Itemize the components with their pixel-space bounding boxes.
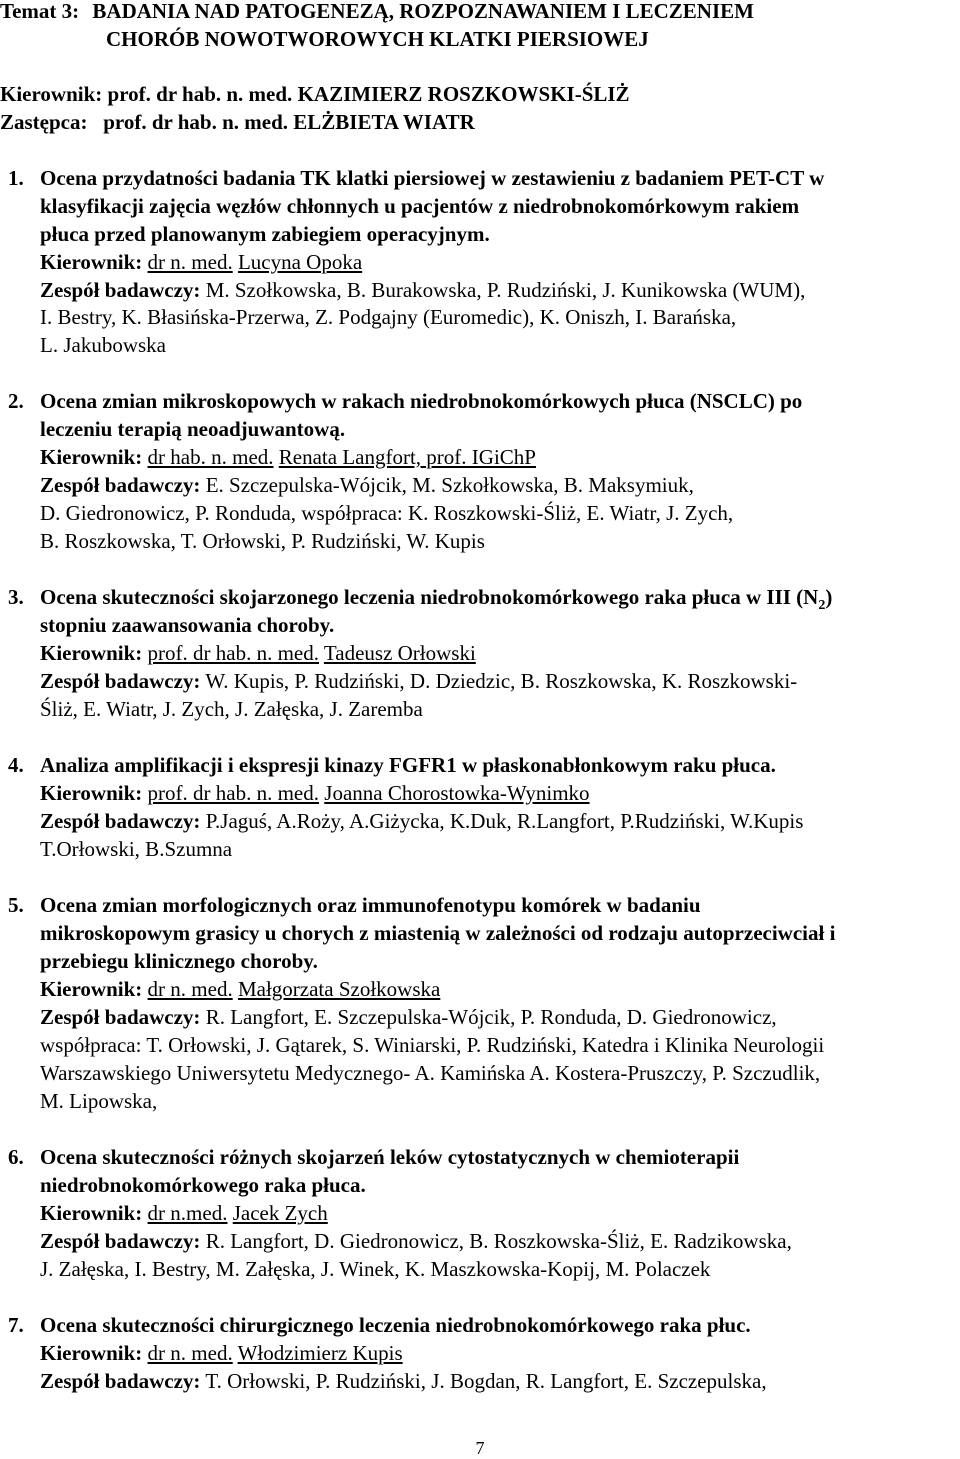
team-label: Zespół badawczy: — [40, 1005, 201, 1029]
leader-name: Lucyna Opoka — [237, 250, 363, 274]
team-label: Zespół badawczy: — [40, 809, 201, 833]
leader-label: Kierownik: — [40, 781, 143, 805]
leader-title: dr n.med. — [147, 1201, 228, 1225]
leader-name: Joanna Chorostowka-Wynimko — [324, 781, 590, 805]
deputy-of-topic — [0, 108, 475, 136]
team-members: L. Jakubowska — [40, 333, 166, 357]
team-members: T. Orłowski, P. Rudziński, J. Bogdan, R. Langfort, E. Szczepulska, — [205, 1369, 767, 1393]
topic-title-line2: CHORÓB NOWOTWOROWYCH KLATKI PIERSIOWEJ — [106, 27, 649, 51]
team-members: M. Lipowska, — [40, 1089, 158, 1113]
project-leader — [40, 639, 476, 667]
leader-title: prof. dr hab. n. med. — [147, 641, 320, 665]
project-leader — [40, 975, 440, 1003]
project-number: 2. — [8, 389, 24, 413]
project-title: Ocena skuteczności chirurgicznego leczenia niedrobnokomórkowego raka płuc. — [40, 1313, 751, 1337]
topic-label: Temat 3: — [0, 0, 80, 23]
project-title: Ocena zmian morfologicznych oraz immunofenotypu komórek w badaniu — [40, 893, 701, 917]
team-members: E. Szczepulska-Wójcik, M. Szkołkowska, B. Maksymiuk, — [205, 473, 694, 497]
project-leader — [40, 1339, 403, 1367]
topic-title-line1: BADANIA NAD PATOGENEZĄ, ROZPOZNAWANIEM I LECZENIEM — [92, 0, 754, 23]
project-leader — [40, 443, 536, 471]
leader-title: dr n. med. — [147, 977, 233, 1001]
project-title: Ocena skuteczności różnych skojarzeń leków cytostatycznych w chemioterapii — [40, 1145, 740, 1169]
team-members: P.Jaguś, A.Roży, A.Giżycka, K.Duk, R.Langfort, P.Rudziński, W.Kupis — [205, 809, 804, 833]
leader-label: Kierownik: — [40, 1201, 143, 1225]
leader-name: Małgorzata Szołkowska — [237, 977, 441, 1001]
team-label: Zespół badawczy: — [40, 473, 201, 497]
project-title: Analiza amplifikacji i ekspresji kinazy FGFR1 w płaskonabłonkowym raku płuca. — [40, 753, 776, 777]
project-title: leczeniu terapią neoadjuwantową. — [40, 417, 346, 441]
team-label: Zespół badawczy: — [40, 669, 201, 693]
team-members: M. Szołkowska, B. Burakowska, P. Rudziński, J. Kunikowska (WUM), — [205, 278, 806, 302]
project-title-text: Ocena skuteczności skojarzonego leczenia niedrobnokomórkowego raka płuca w III (N — [40, 585, 819, 609]
leader-title: prof. dr hab. n. med. — [147, 781, 320, 805]
team-members: Śliż, E. Wiatr, J. Zych, J. Załęska, J. Zaremba — [40, 697, 423, 721]
project-team — [40, 1227, 792, 1255]
project-title: przebiegu klinicznego choroby. — [40, 949, 318, 973]
head-label: Kierownik: prof. dr hab. n. med. — [0, 82, 293, 106]
leader-label: Kierownik: — [40, 1341, 143, 1365]
head-name: KAZIMIERZ ROSZKOWSKI-ŚLIŻ — [297, 82, 630, 106]
deputy-label: Zastępca: prof. dr hab. n. med. — [0, 110, 289, 134]
project-team — [40, 471, 694, 499]
leader-name: Włodzimierz Kupis — [237, 1341, 403, 1365]
team-members: R. Langfort, E. Szczepulska-Wójcik, P. Ronduda, D. Giedronowicz, — [205, 1005, 777, 1029]
team-members: R. Langfort, D. Giedronowicz, B. Roszkowska-Śliż, E. Radzikowska, — [205, 1229, 792, 1253]
closing-paren: ) — [825, 585, 833, 609]
deputy-name: ELŻBIETA WIATR — [293, 110, 475, 134]
team-members: I. Bestry, K. Błasińska-Przerwa, Z. Podgajny (Euromedic), K. Oniszh, I. Barańska, — [40, 305, 737, 329]
head-of-topic — [0, 80, 630, 108]
project-number: 1. — [8, 166, 24, 190]
project-leader — [40, 248, 362, 276]
leader-title: dr n. med. — [147, 250, 233, 274]
team-label: Zespół badawczy: — [40, 278, 201, 302]
leader-name: Jacek Zych — [232, 1201, 328, 1225]
leader-label: Kierownik: — [40, 445, 143, 469]
leader-label: Kierownik: — [40, 250, 143, 274]
team-members: J. Załęska, I. Bestry, M. Załęska, J. Winek, K. Maszkowska-Kopij, M. Polaczek — [40, 1257, 711, 1281]
leader-name: Tadeusz Orłowski — [323, 641, 476, 665]
project-team — [40, 276, 805, 304]
project-number: 4. — [8, 753, 24, 777]
project-number: 5. — [8, 893, 24, 917]
project-title: płuca przed planowanym zabiegiem operacyjnym. — [40, 222, 490, 246]
project-title: klasyfikacji zajęcia węzłów chłonnych u pacjentów z niedrobnokomórkowym rakiem — [40, 194, 800, 218]
project-title: Ocena zmian mikroskopowych w rakach niedrobnokomórkowych płuca (NSCLC) po — [40, 389, 803, 413]
team-members: T.Orłowski, B.Szumna — [40, 837, 233, 861]
team-members: współpraca: T. Orłowski, J. Gątarek, S. Winiarski, P. Rudziński, Katedra i Klinika Neurologii — [40, 1033, 825, 1057]
project-team — [40, 667, 797, 695]
leader-title: dr hab. n. med. — [147, 445, 274, 469]
team-members: B. Roszkowska, T. Orłowski, P. Rudziński, W. Kupis — [40, 529, 485, 553]
project-title: Ocena przydatności badania TK klatki piersiowej w zestawieniu z badaniem PET-CT w — [40, 166, 825, 190]
project-leader — [40, 779, 590, 807]
project-title: stopniu zaawansowania choroby. — [40, 613, 335, 637]
subscript: 2 — [818, 598, 826, 614]
project-title: niedrobnokomórkowego raka płuca. — [40, 1173, 366, 1197]
project-team — [40, 1003, 777, 1031]
team-members: D. Giedronowicz, P. Ronduda, współpraca: K. Roszkowski-Śliż, E. Wiatr, J. Zych, — [40, 501, 734, 525]
team-members: W. Kupis, P. Rudziński, D. Dziedzic, B. Roszkowska, K. Roszkowski- — [205, 669, 798, 693]
project-leader — [40, 1199, 328, 1227]
project-number: 6. — [8, 1145, 24, 1169]
leader-title: dr n. med. — [147, 1341, 233, 1365]
leader-name: Renata Langfort, prof. IGiChP — [278, 445, 536, 469]
project-number: 3. — [8, 585, 24, 609]
topic-heading — [0, 0, 754, 25]
team-label: Zespół badawczy: — [40, 1229, 201, 1253]
project-team — [40, 1367, 767, 1395]
project-title: mikroskopowym grasicy u chorych z miastenią w zależności od rodzaju autoprzeciwciał i — [40, 921, 836, 945]
team-members: Warszawskiego Uniwersytetu Medycznego- A. Kamińska A. Kostera-Pruszczy, P. Szczudlik, — [40, 1061, 821, 1085]
leader-label: Kierownik: — [40, 977, 143, 1001]
project-team — [40, 807, 803, 835]
project-number: 7. — [8, 1313, 24, 1337]
page-number: 7 — [475, 1438, 485, 1458]
team-label: Zespół badawczy: — [40, 1369, 201, 1393]
leader-label: Kierownik: — [40, 641, 143, 665]
